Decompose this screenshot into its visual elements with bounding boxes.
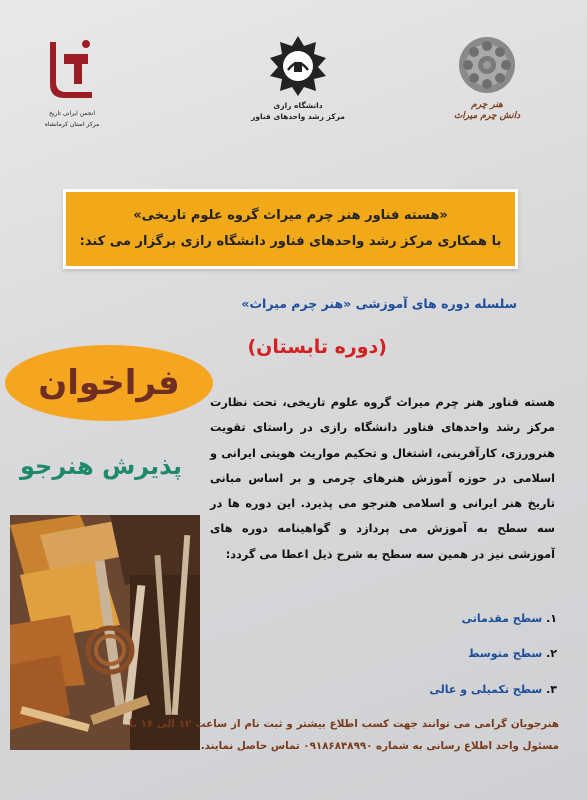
level-label: سطح تکمیلی و عالی	[429, 683, 543, 696]
heritage-logo	[427, 34, 547, 122]
razi-logo-caption: دانشگاه رازی	[273, 101, 323, 110]
razi-emblem-icon	[258, 34, 338, 96]
level-item-2	[468, 647, 557, 660]
rosette-icon	[452, 34, 522, 96]
history-association-logo	[22, 34, 122, 130]
admission-title: پذیرش هنرجو	[20, 452, 182, 480]
banner-line-1: «هسته فناور هنر چرم میراث گروه علوم تاریخی»	[133, 208, 448, 223]
call-badge	[5, 345, 213, 421]
contact-footer: هنرجویان گرامی می توانند جهت کسب اطلاع بیشتر و ثبت نام از ساعت ۱۲ الی ۱۶ با مسئول واحد اطلاع رسانی به شماره ۰۹۱۸۶۸۴۸۹۹۰ تماس حاصل نمایند.	[129, 718, 559, 752]
season-title: (دوره تابستان)	[247, 336, 387, 358]
series-title: سلسله دوره های آموزشی «هنر چرم میراث»	[241, 296, 517, 311]
level-item-1	[462, 612, 557, 625]
banner-line-2: با همکاری مرکز رشد واحدهای فناور دانشگاه رازی برگزار می کند:	[79, 234, 502, 249]
announcement-banner	[63, 189, 518, 269]
level-number: ۱.	[546, 612, 557, 625]
heritage-logo-caption: هنر چرم	[471, 100, 503, 110]
body-paragraph: هسته فناور هنر چرم میراث گروه علوم تاریخی، تحت نظارت مرکز رشد واحدهای فناور دانشگاه رازی در راستای تقویت هنرورزی، کارآفرینی، اشتغال و تحکیم مواریث هویتی ایرانی و اسلامی در حوزه آموزش هنرهای چرمی و بر اساس مبانی تاریخ هنر ایرانی و اسلامی هنرجو می پذیرد. این دوره ها در سه سطح به آموزش می پردازد و گواهینامه دوره های آموزشی نیز در همین سه سطح به شرح ذیل اعطا می گردد:	[210, 396, 555, 561]
razi-logo-subcaption: مرکز رشد واحدهای فناور	[251, 112, 345, 121]
level-number: ۳.	[546, 683, 557, 696]
level-number: ۲.	[546, 647, 557, 660]
razi-university-logo	[228, 34, 368, 122]
call-title: فراخوان	[38, 363, 180, 403]
history-emblem-icon	[42, 34, 102, 104]
level-label: سطح متوسط	[468, 647, 543, 660]
heritage-logo-subcaption: دانش چرم میراث	[453, 111, 521, 121]
history-logo-subcaption: مرکز استان کرمانشاه	[44, 121, 100, 128]
level-label: سطح مقدماتی	[461, 612, 543, 625]
history-logo-caption: انجمن ایرانی تاریخ	[49, 110, 95, 117]
level-item-3	[430, 683, 557, 696]
